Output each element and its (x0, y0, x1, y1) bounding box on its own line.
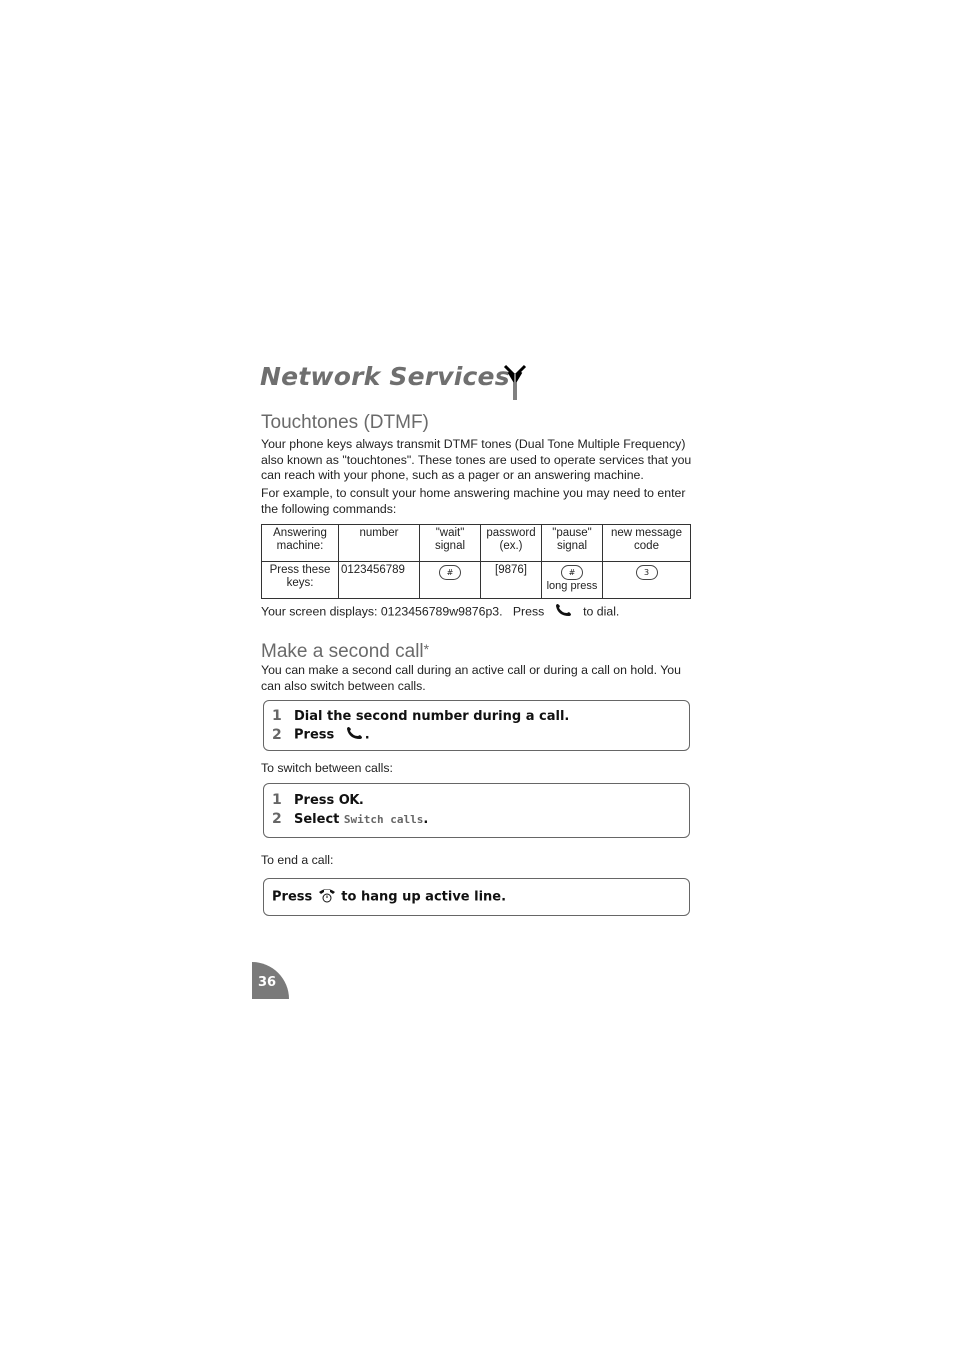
instruction-box-switch-calls (263, 783, 690, 838)
screen-dial-label: to dial. (583, 604, 620, 619)
call-key-icon (345, 726, 365, 744)
end-call-label: To end a call: (261, 853, 334, 867)
screen-press-label: Press (512, 604, 545, 619)
pause-cell (542, 562, 603, 599)
table-header-cell: number (339, 525, 420, 562)
step-number: 1 (272, 792, 282, 808)
number-cell: 0123456789 (339, 562, 420, 599)
step-2 (272, 811, 428, 827)
footnote-asterisk: * (423, 641, 430, 657)
second-call-title: Make a second call (261, 641, 424, 662)
end-call-step (272, 887, 506, 907)
table-header-cell: password (ex.) (481, 525, 542, 562)
long-press-note: long press (546, 580, 598, 592)
screen-display-text: Your screen displays: 0123456789w9876p3. (261, 604, 503, 619)
screen-display-line (261, 603, 721, 622)
table-header-cell: new message code (603, 525, 691, 562)
step-text: to hang up active line. (341, 889, 507, 905)
menu-option-switch-calls: Switch calls (343, 813, 424, 826)
table-header-cell: "wait" signal (420, 525, 481, 562)
chapter-title: Network Services (260, 362, 510, 391)
step-1 (272, 792, 364, 808)
step-number: 1 (272, 708, 282, 724)
table-header-cell: Answering machine: (262, 525, 339, 562)
hash-key-icon: # (561, 565, 583, 580)
hash-key-icon: # (439, 565, 461, 580)
step-end: . (358, 793, 364, 808)
step-number: 2 (272, 811, 282, 827)
hang-up-key-icon (318, 887, 336, 907)
step-text: Press (272, 889, 313, 905)
step-text: Press (294, 793, 335, 808)
ok-key-icon: OK (338, 793, 359, 808)
touchtones-paragraph: Your phone keys always transmit DTMF tones (Dual Tone Multiple Frequency) also known as "touchtones". These tones are used to operate services that you can reach with your phone, such as a pager or an answering machine. (261, 437, 692, 482)
password-cell: [9876] (481, 562, 542, 599)
switch-calls-label: To switch between calls: (261, 761, 393, 775)
section-heading-second-call (261, 641, 429, 663)
antenna-icon (500, 364, 532, 406)
step-text: Select (294, 812, 340, 827)
step-number: 2 (272, 726, 282, 743)
message-code-cell (603, 562, 691, 599)
instruction-box-end-call (263, 878, 690, 916)
dtmf-command-table (261, 524, 691, 599)
section-heading-touchtones: Touchtones (DTMF) (261, 412, 429, 433)
step-text: Dial the second number during a call. (294, 709, 570, 724)
step-1 (272, 708, 569, 724)
wait-cell (420, 562, 481, 599)
table-row (262, 525, 691, 562)
touchtones-example-paragraph: For example, to consult your home answering machine you may need to enter the following commands: (261, 486, 686, 516)
step-end: . (423, 812, 429, 827)
instruction-box-second-call (263, 700, 690, 751)
step-2 (272, 726, 370, 744)
step-text: Press (294, 727, 335, 743)
step-end: . (364, 727, 370, 743)
three-key-icon: 3 (636, 565, 658, 580)
second-call-paragraph: You can make a second call during an active call or during a call on hold. You can also switch between calls. (261, 663, 681, 693)
table-row-label: Press these keys: (262, 562, 339, 599)
table-row (262, 562, 691, 599)
table-header-cell: "pause" signal (542, 525, 603, 562)
call-key-icon (554, 603, 574, 622)
page-number: 36 (252, 962, 289, 999)
